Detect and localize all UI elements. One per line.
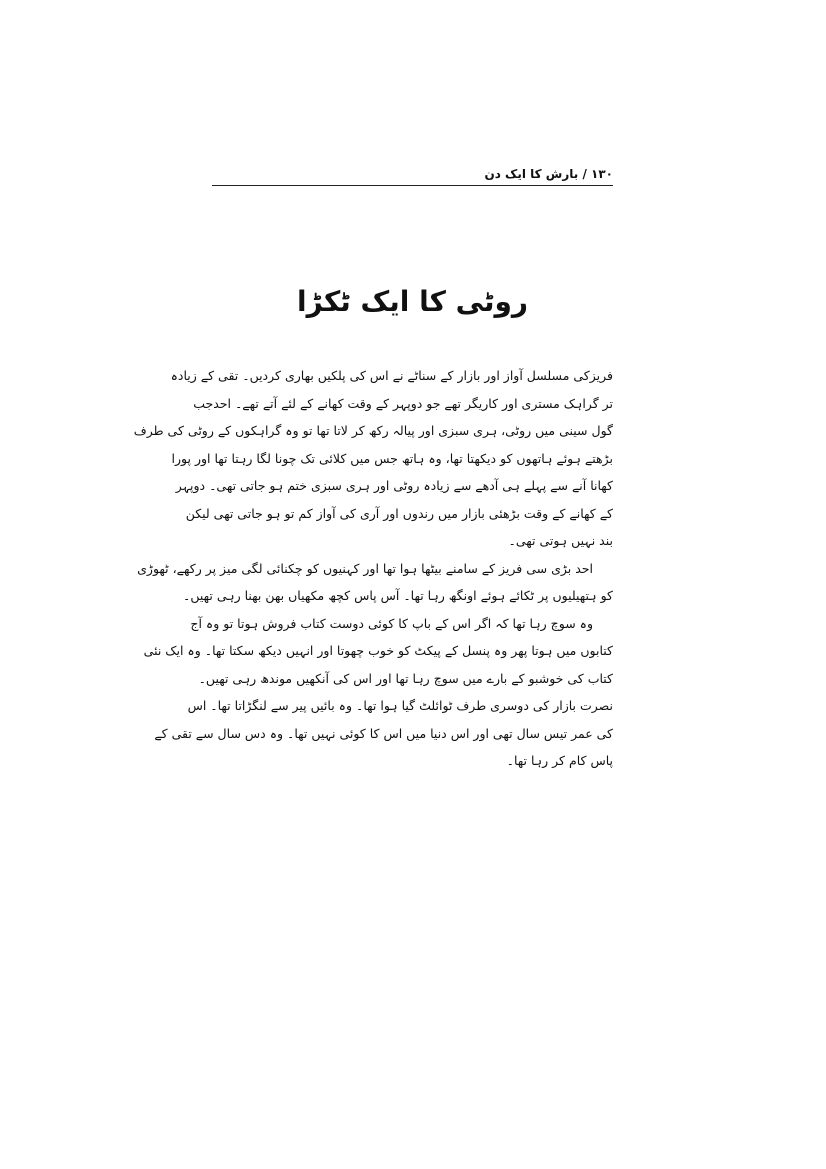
text-line: فریزکی مسلسل آواز اور بازار کے سناٹے نے اس کی پلکیں بھاری کردیں۔ تقی کے زیادہ [170,368,613,383]
text-line: تر گراہک مستری اور کاریگر تھے جو دوپہر کے وقت کھانے کے لئے آتے تھے۔ احدجب [193,395,613,411]
text-line: کی عمر تیس سال تھی اور اس دنیا میں اس کا کوئی نہیں تھا۔ وہ دس سال سے تقی کے [154,725,613,741]
text-line: وہ سوچ رہا تھا کہ اگر اس کے باپ کا کوئی دوست کتاب فروش ہوتا تو وہ آج [190,615,593,631]
text-line: کتاب کی خوشبو کے بارے میں سوچ رہا تھا اور اس کی آنکھیں موندھ رہی تھیں۔ [198,670,613,686]
paragraph-2 [137,555,613,610]
paragraph-3 [143,610,613,775]
text-line: کھانا آنے سے پہلے ہی آدھے سے زیادہ روٹی اور ہری سبزی ختم ہو جاتی تھی۔ دوپہر [175,478,613,493]
header-rule [212,185,613,186]
text-line: احد بڑی سی فریز کے سامنے بیٹھا ہوا تھا اور کہنیوں کو چکنائی لگی میز پر رکھے، ٹھوڑی [137,560,593,576]
body-text [133,362,613,775]
text-line: بڑھتے ہوئے ہاتھوں کو دیکھتا تھا، وہ ہاتھ جس میں کلائی تک چونا لگا رہتا تھا اور پورا [171,450,613,466]
paragraph-1 [133,362,613,555]
text-line: کو ہتھیلیوں پر ٹکائے ہوئے اونگھ رہا تھا۔ آس پاس کچھ مکھیاں بھن بھنا رہی تھیں۔ [183,588,613,603]
running-header: ۱۳۰ / بارش کا ایک دن [484,167,613,181]
text-line: کتابوں میں ہوتا پھر وہ پنسل کے پیکٹ کو خوب چھوتا اور انہیں دیکھ سکتا تھا۔ وہ ایک نئی [143,643,613,658]
text-line: گول سینی میں روٹی، ہری سبزی اور پیالہ رکھ کر لاتا تھا تو وہ گراہکوں کے روٹی کی طرف [133,423,613,438]
chapter-title: روٹی کا ایک ٹکڑا [297,285,528,318]
text-line: بند نہیں ہوتی تھی۔ [508,533,613,548]
text-line: کے کھانے کے وقت بڑھئی بازار میں رندوں اور آری کی آواز کم تو ہو جاتی تھی لیکن [185,505,613,521]
text-line: پاس کام کر رہا تھا۔ [506,753,613,768]
text-line: نصرت بازار کی دوسری طرف ٹوائلٹ گیا ہوا تھا۔ وہ بائیں پیر سے لنگڑاتا تھا۔ اس [187,698,613,713]
